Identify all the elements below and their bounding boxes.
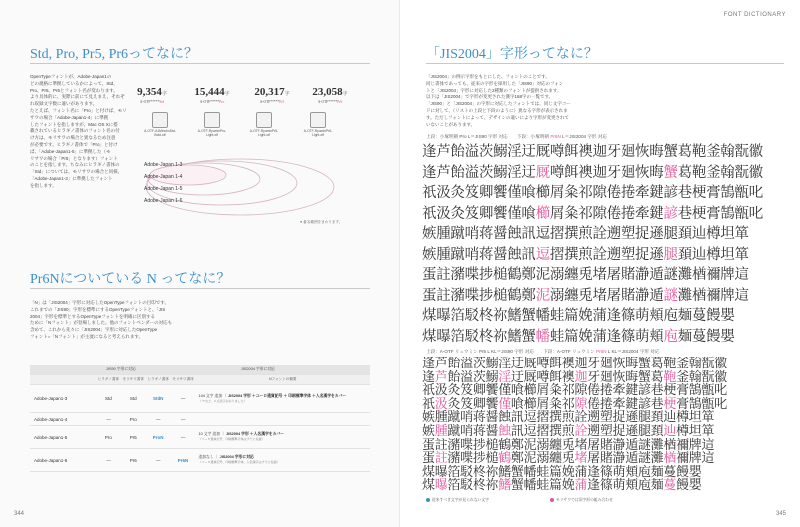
glyph-row: 嫉腫蹴哨蒋醤蝕訊逗摺撰煎詮遡塑捉遜腿頚辿樽坦箪 <box>422 423 715 439</box>
font-file-icon <box>204 112 220 128</box>
glyph-block-label-2: 上段：A-OTF リュウミン Pr5 L KL＝JIS90 字形 対応 下段：A-OTF リュウミン Pr6N L KL＝JIS2004 字形 対応 <box>426 349 660 354</box>
legend-blue-dot <box>426 498 430 502</box>
glyph-block-label-1: 上段：小塚明朝 Pro L＝JIS90 字形 対応 下段：小塚明朝 Pr6N L＝JIS2004 字形 対応 <box>426 134 607 139</box>
font-file-icon <box>310 112 326 128</box>
table-row: Adobe-Japan1-4 — Pro — — <box>30 413 370 426</box>
section-body-pr6n: 「N」は「JIS2004」字形に対応したOpenTypeフォントの目印です。 これまでの「JIS90」字形を標準にするOpenTypeフォントと、「JIS 2004」字形を標準とするOpenTypeフォントを明確に区別する ために「Nフォント」が登場しました。他のフォントベンダーの対応も 含めて、これから先々に「JIS2004」字形に対応したOpenType フォント=「Nフォント」が主流になると考えられます。 <box>30 300 173 339</box>
glyph-row: 嫉腫蹴哨蒋醤蝕訊逗摺撰煎詮遡塑捉遜腿頚辿樽坦箪 <box>422 226 749 242</box>
glyph-row: 逢芦飴溢茨鰯淫迂厩噂餌襖迦牙廻恢晦蟹葛鞄釜翰翫徽 <box>422 369 727 385</box>
font-file-name: A-OTF-RyuminPro-Light.otf <box>197 129 227 137</box>
title-rule-right <box>426 63 784 64</box>
section-title-jis2004: 「JIS2004」字形ってなに？ <box>426 47 598 62</box>
table-row: Adobe-Japan1-3 Std Std StdN — 144 文字 追加 ｜ JIS2004 字形 ＋ユーロ通貨記号 ＋ 印刷標準字体 ＋人名漢字をカバー （“†”など、2 点表示がありました） <box>30 385 370 413</box>
section-body-jis2004: 「JIS2004」の例示字形をもとにした、フォントのことです。 同じ書体であっても、従来の字形を採用した「JIS90」対応のフォン トと「JIS2004」字形に対応した2種類のフォントが提供されます。 以下は「JIS2004」で字形が変更された漢字168字の一覧です。 「JIS90」と「JIS2004」の字形に対応したフォントでは、同じ文字コー ドに対して、（リストの上段と下段のように）異なる字形が表示されま す。ただしフォントによって、デザインの違いにより字形が変更されて いないことがあります。 <box>426 74 571 127</box>
sub-header: モリサワ書体 <box>171 375 196 385</box>
glyph-row: 祇汲灸笈卿饗僅喰櫛屑粂祁隙倦捲牽鍵諺巷梗膏鵠甑叱 <box>422 396 727 412</box>
title-rule-2 <box>30 288 370 289</box>
glyph-row: 煤曝箔駁柊祢鰭蟹幡蛙篇娩蒲逢篠萌頬庖麺蔓饅嬰 <box>422 464 702 480</box>
diagram-note: ● 番名範囲をまわります。 <box>300 220 343 224</box>
glyph-row: 祇汲灸笈卿饗僅喰櫛屑粂祁隙倦捲牽鍵諺巷梗膏鵠甑叱 <box>422 185 763 201</box>
glyph-grid-kozuka <box>422 142 785 347</box>
glyph-row: 祇汲灸笈卿饗僅喰櫛屑粂祁隙倦捲牽鍵諺巷梗膏鵠甑叱 <box>422 383 727 399</box>
page-number-right: 345 <box>775 511 786 517</box>
sub-header: モリサワ書体 <box>121 375 146 385</box>
font-file-name: A-OTF-RyuminPr6-Light.otf <box>303 129 333 137</box>
sub-header: Nフォントの概要 <box>196 375 371 385</box>
adobe-japan-set-label: Adobe-Japan 1-6 <box>144 198 183 204</box>
glyph-count: 9,354字 A-OTF*****Std <box>137 86 167 104</box>
adobe-japan-set-label: Adobe-Japan 1-4 <box>144 174 183 180</box>
section-title-pr6n: Pr6Nについている N ってなに？ <box>30 272 231 287</box>
group-jis2004: JIS2004 字形に対応 <box>146 365 370 375</box>
glyph-row: 蛋註瀦喋捗槌鶴鄭泥溺纏兎堵屠賭瀞遁謎灘楢禰牌這 <box>422 437 715 453</box>
table-row: Adobe-Japan1-5 Pro Pr5 ProN — 10 文字 追加 ｜ JIS2004 字形 ＋人名漢字をカバー （ユーロ通貨記号、印刷標準字体はすでに収録） <box>30 426 370 449</box>
glyph-row: 逢芦飴溢茨鰯淫迂厩噂餌襖迦牙廻恢晦蟹葛鞄釜翰翫徽 <box>422 164 763 181</box>
glyph-row: 煤曝箔駁柊祢鰭蟹幡蛙篇娩蒲逢篠萌頬庖麺蔓饅嬰 <box>422 478 702 493</box>
adobe-japan-set-label: Adobe-Japan 1-5 <box>144 186 183 192</box>
sub-header: ヒラギノ書体 <box>146 375 171 385</box>
adobe-japan-set-label: Adobe-Japan 1-3 <box>144 162 183 168</box>
glyph-row: 煤曝箔駁柊祢鰭蟹幡蛙篇娩蒲逢篠萌頬庖麺蔓饅嬰 <box>422 328 735 345</box>
section-body-std-pro: OpenTypeフォントが、Adobe-Japan1の どの規格に準拠しているかによって、Std、 Pro、Pr5、Pr6とフォント名が変わります。 より具体的に、実際に前にて見えまえ、それぞ れ収録文字数に違いがあります。 たとえば、フォント名に「Pro」と付けば、モリ サワの場合「Adobe-Japan1-4」に準拠 したフォントを指しますが、Mac OS Xに搭 載されているヒラギノ書体のフォント名の付 け方は、モリサワの場合と異なるため注意 が必要です。ヒラギノ書体で「Pro」と付け ば、「Adobe-Japan1-5」に準拠した（モ リサワの場合「Pr5」となります）フォント のことを指します。ちなみにヒラギノ書体の 「Std」については、モリサワの場合と同様、 「Adobe-Japan1-3」に準拠したフォント を指します。 <box>30 74 127 188</box>
running-header: FONT DICTIONARY <box>723 12 786 18</box>
glyph-row: 蛋註瀦喋捗槌鶴鄭泥溺纏兎堵屠賭瀞遁謎灘楢禰牌這 <box>422 267 749 283</box>
glyph-row: 嫉腫蹴哨蒋醤蝕訊逗摺撰煎詮遡塑捉遜腿頚辿樽坦箪 <box>422 246 749 263</box>
glyph-row: 逢芦飴溢茨鰯淫迂厩噂餌襖迦牙廻恢晦蟹葛鞄釜翰翫徽 <box>422 357 727 371</box>
font-file-name: A-OTF-RyuminPr5-Light.otf <box>249 129 279 137</box>
font-file-icon <box>152 112 168 128</box>
glyph-row: 祇汲灸笈卿饗僅喰櫛屑粂祁隙倦捲牽鍵諺巷梗膏鵠甑叱 <box>422 205 763 222</box>
right-page <box>400 0 800 527</box>
font-file-name: A-OTF-A1MinchoStd-Bold.otf <box>144 129 176 137</box>
glyph-row: 蛋註瀦喋捗槌鶴鄭泥溺纏兎堵屠賭瀞遁謎灘楢禰牌這 <box>422 287 749 304</box>
sub-header: ヒラギノ書体 <box>96 375 121 385</box>
legend-blue: 従来すべき文字が見られない文字 <box>426 498 489 503</box>
group-jis90: JIS90 字形に対応 <box>96 365 146 375</box>
glyph-grid-ryumin <box>422 357 785 493</box>
font-spec-table <box>30 365 370 472</box>
legend-pink-dot <box>550 498 554 502</box>
glyph-row: 煤曝箔駁柊祢鰭蟹幡蛙篇娩蒲逢篠萌頬庖麺蔓饅嬰 <box>422 308 735 324</box>
glyph-count: 20,317字 A-OTF*****Pr5 <box>254 86 290 104</box>
section-title-std-pro: Std, Pro, Pr5, Pr6ってなに？ <box>30 47 199 62</box>
table-row: Adobe-Japan1-6 — Pr6 — Pr6N 追加なし ｜ JIS2004 字形に対応 （ユーロ通貨記号、印刷標準字体、人名漢字はすでに収録） <box>30 449 370 472</box>
legend-pink: モリサワでは旧字形の組み合わせ <box>550 498 613 503</box>
glyph-count: 23,058字 A-OTF*****Pr6 <box>312 86 348 104</box>
title-rule <box>30 63 370 64</box>
glyph-row: 逢芦飴溢茨鰯淫迂厩噂餌襖迦牙廻恢晦蟹葛鞄釜翰翫徽 <box>422 144 763 160</box>
glyph-row: 嫉腫蹴哨蒋醤蝕訊逗摺撰煎詮遡塑捉遜腿頚辿樽坦箪 <box>422 410 715 426</box>
glyph-count: 15,444字 A-OTF*****Pro <box>194 86 230 104</box>
font-file-icon <box>256 112 272 128</box>
page-number-left: 344 <box>14 511 25 517</box>
glyph-row: 蛋註瀦喋捗槌鶴鄭泥溺纏兎堵屠賭瀞遁謎灘楢禰牌這 <box>422 451 715 467</box>
adobe-japan-sets-diagram <box>140 150 380 220</box>
